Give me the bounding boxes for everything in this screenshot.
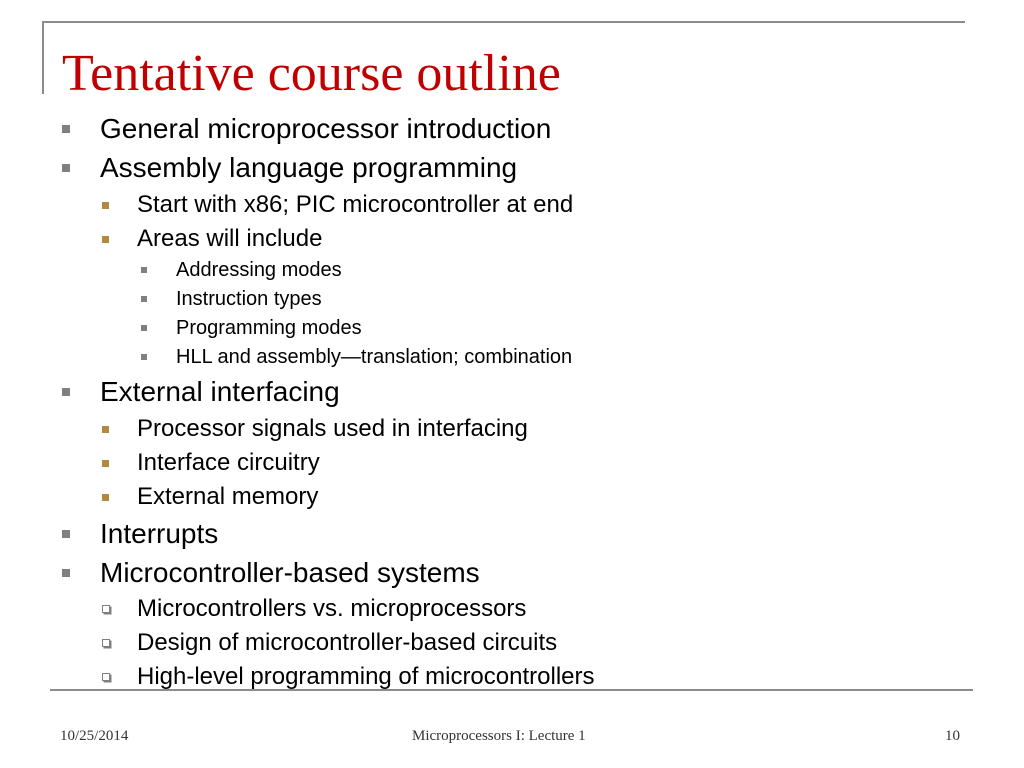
outline-item-text: Microcontrollers vs. microprocessors xyxy=(137,595,527,622)
hollow-box-bullet-icon xyxy=(102,605,110,613)
square-bullet-icon xyxy=(141,267,147,273)
outline-item-text: Start with x86; PIC microcontroller at end xyxy=(137,191,574,218)
square-bullet-icon xyxy=(62,569,70,577)
outline-item-text: External memory xyxy=(137,483,319,510)
square-bullet-icon xyxy=(141,325,147,331)
footer-page-number: 10 xyxy=(945,728,960,744)
hollow-box-bullet-icon xyxy=(102,639,110,647)
outline-item-text: Instruction types xyxy=(176,288,322,310)
frame-top-line xyxy=(42,21,965,23)
frame-left-line xyxy=(42,21,44,94)
outline-item-text: External interfacing xyxy=(100,376,340,407)
square-bullet-icon xyxy=(102,202,109,209)
footer-course: Microprocessors I: Lecture 1 xyxy=(412,728,586,744)
outline-item-text: Interrupts xyxy=(100,518,219,549)
square-bullet-icon xyxy=(62,125,70,133)
square-bullet-icon xyxy=(102,426,109,433)
outline-item-text: General microprocessor introduction xyxy=(100,113,552,144)
footer-date: 10/25/2014 xyxy=(60,728,129,744)
square-bullet-icon xyxy=(102,460,109,467)
square-bullet-icon xyxy=(141,296,147,302)
hollow-box-bullet-icon xyxy=(102,673,110,681)
slide-title: Tentative course outline xyxy=(62,45,561,102)
outline-item-text: HLL and assembly—translation; combination xyxy=(176,346,573,368)
square-bullet-icon xyxy=(102,494,109,501)
square-bullet-icon xyxy=(62,164,70,172)
outline-item-text: Microcontroller-based systems xyxy=(100,557,480,588)
outline-item-text: Programming modes xyxy=(176,317,362,339)
outline-item-text: High-level programming of microcontrollers xyxy=(137,663,595,690)
outline-item-text: Assembly language programming xyxy=(100,152,518,183)
outline-item-text: Areas will include xyxy=(137,225,323,252)
outline-item-text: Design of microcontroller-based circuits xyxy=(137,629,558,656)
square-bullet-icon xyxy=(102,236,109,243)
square-bullet-icon xyxy=(62,530,70,538)
outline-item-text: Interface circuitry xyxy=(137,449,320,476)
outline-item-text: Processor signals used in interfacing xyxy=(137,415,528,442)
square-bullet-icon xyxy=(141,354,147,360)
square-bullet-icon xyxy=(62,388,70,396)
outline-item-text: Addressing modes xyxy=(176,259,342,281)
